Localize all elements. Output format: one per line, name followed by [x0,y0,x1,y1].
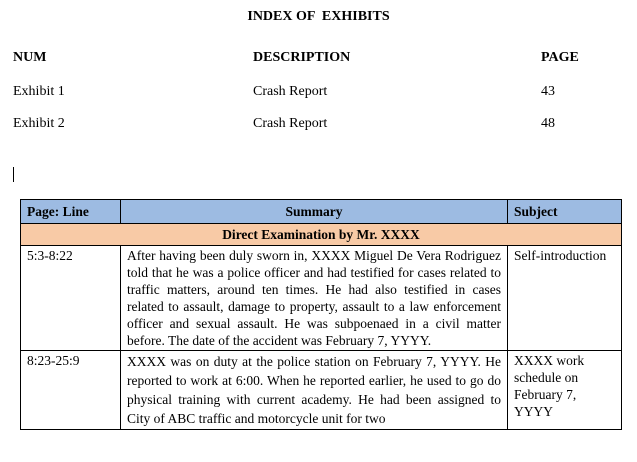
section-title: Direct Examination by Mr. XXXX [21,224,622,246]
column-header-page-line: Page: Line [21,200,121,224]
exhibit-num: Exhibit 1 [13,84,65,99]
index-header-description: DESCRIPTION [253,50,351,65]
summary-cell: After having been duly sworn in, XXXX Miguel De Vera Rodriguez told that he was a police officer and had testified for cases related to traffic matters, around ten times. He had also testified in cases related to assault, damage to property, assault to a law enforcement officer and sexual assault. He was subpoenaed in a civil matter before. The date of the accident was February 7, YYYY. [121,246,508,351]
exhibit-page: 48 [541,116,555,131]
deposition-summary-table [20,199,622,430]
index-header-page: PAGE [541,50,579,65]
table-header-row [21,200,622,224]
subject-cell: Self-introduction [508,246,622,351]
page-line-cell: 8:23-25:9 [21,351,121,430]
column-header-subject: Subject [508,200,622,224]
exhibit-num: Exhibit 2 [13,116,65,131]
table-row [21,351,622,430]
text-cursor [13,167,14,182]
summary-cell: XXXX was on duty at the police station on February 7, YYYY. He reported to work at 6:00. When he reported earlier, he used to go do physical training with current academy. He had been assigned to City of ABC traffic and motorcycle unit for two [121,351,508,430]
section-row [21,224,622,246]
index-title: INDEX OF EXHIBITS [247,9,390,24]
subject-cell: XXXX work schedule on February 7, YYYY [508,351,622,430]
exhibit-page: 43 [541,84,555,99]
exhibit-description: Crash Report [253,116,328,131]
exhibit-description: Crash Report [253,84,328,99]
page-line-cell: 5:3-8:22 [21,246,121,351]
table-row [21,246,622,351]
column-header-summary: Summary [121,200,508,224]
index-header-num: NUM [13,50,47,65]
